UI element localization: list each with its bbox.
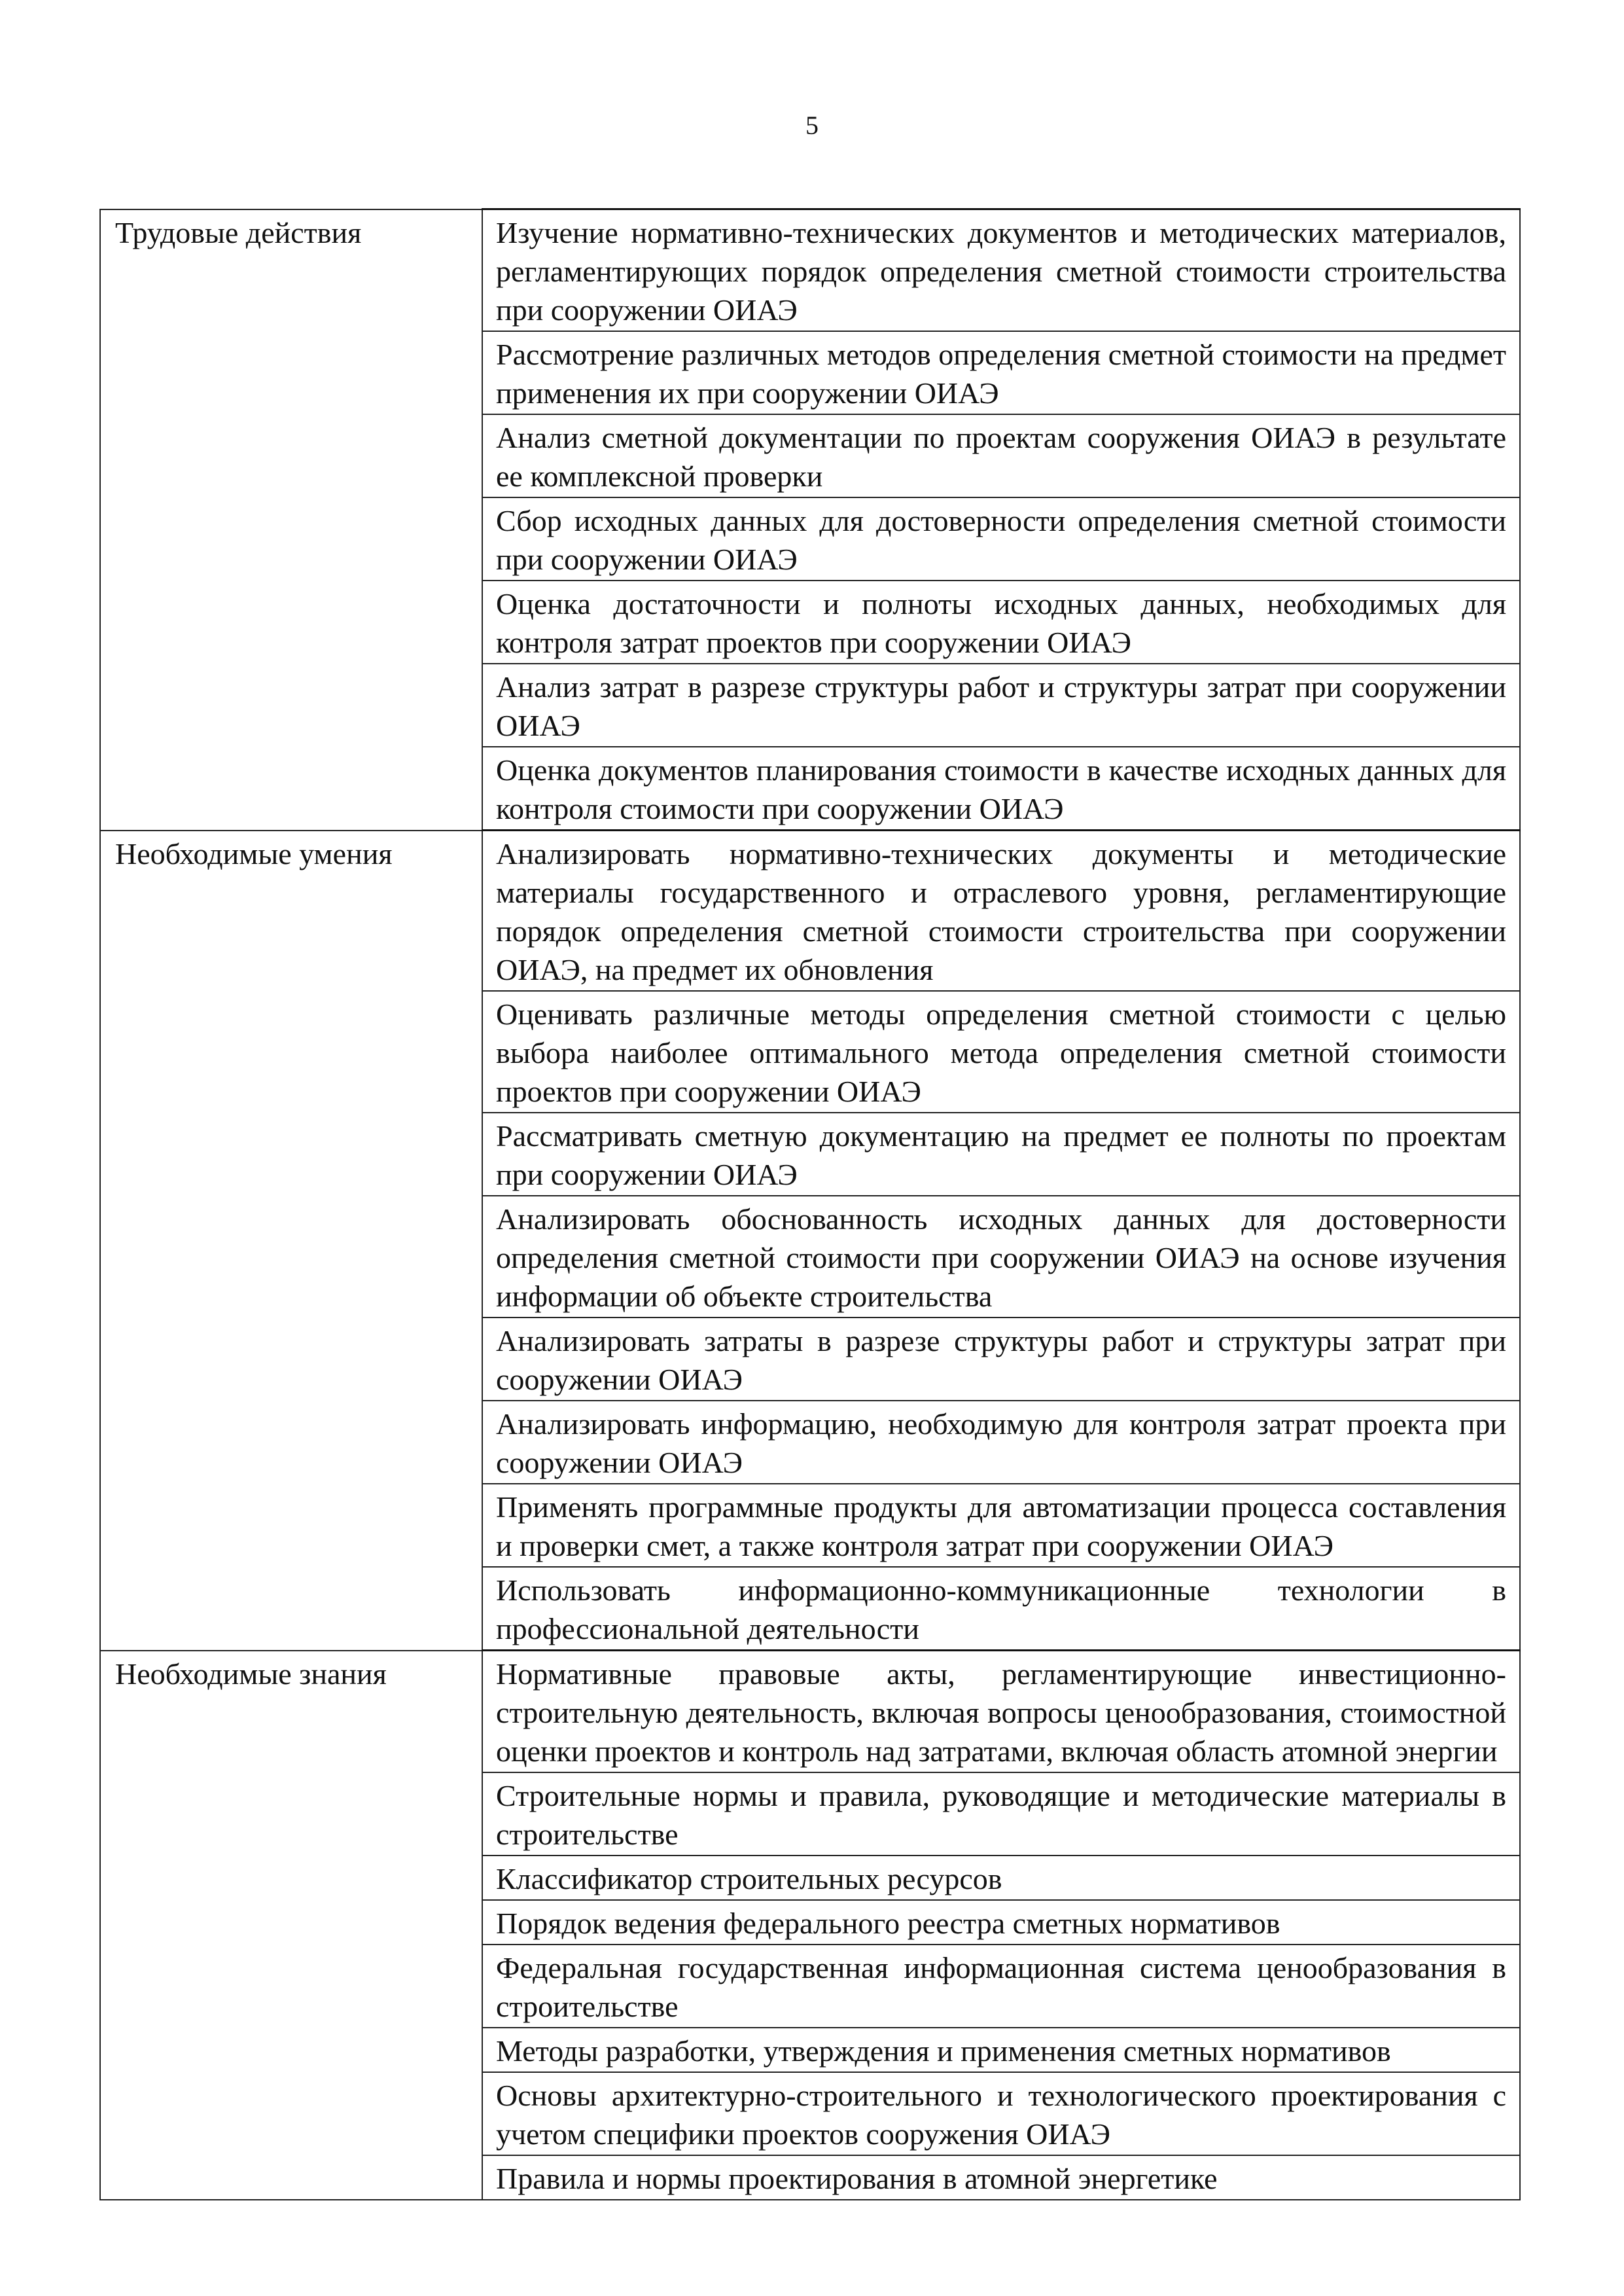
section-item: Рассмотрение различных методов определения сметной стоимости на предмет применения их при сооружении ОИАЭ xyxy=(482,331,1520,414)
section-item: Применять программные продукты для автоматизации процесса составления и проверки смет, а также контроля затрат при сооружении ОИАЭ xyxy=(482,1484,1520,1567)
section-item: Анализ сметной документации по проектам сооружения ОИАЭ в результате ее комплексной проверки xyxy=(482,414,1520,497)
table-body xyxy=(100,209,1520,2200)
section-item: Сбор исходных данных для достоверности определения сметной стоимости при сооружении ОИАЭ xyxy=(482,497,1520,581)
section-item: Использовать информационно-коммуникационные технологии в профессиональной деятельности xyxy=(482,1567,1520,1651)
table-row xyxy=(100,1651,1520,1773)
section-item: Федеральная государственная информационная система ценообразования в строительстве xyxy=(482,1945,1520,2028)
section-label-required-knowledge: Необходимые знания xyxy=(100,1651,482,2200)
section-item: Рассматривать сметную документацию на предмет ее полноты по проектам при сооружении ОИАЭ xyxy=(482,1113,1520,1196)
section-label-labor-actions: Трудовые действия xyxy=(100,209,482,831)
section-item: Методы разработки, утверждения и применения сметных нормативов xyxy=(482,2028,1520,2072)
section-item: Оценка документов планирования стоимости в качестве исходных данных для контроля стоимости при сооружении ОИАЭ xyxy=(482,747,1520,831)
table-row xyxy=(100,209,1520,332)
section-item: Строительные нормы и правила, руководящие и методические материалы в строительстве xyxy=(482,1772,1520,1856)
qualification-table xyxy=(99,208,1521,2200)
section-label-required-skills: Необходимые умения xyxy=(100,831,482,1651)
section-item: Анализировать информацию, необходимую для контроля затрат проекта при сооружении ОИАЭ xyxy=(482,1401,1520,1484)
section-item: Классификатор строительных ресурсов xyxy=(482,1856,1520,1900)
section-item: Правила и нормы проектирования в атомной энергетике xyxy=(482,2155,1520,2200)
section-item: Оценивать различные методы определения сметной стоимости с целью выбора наиболее оптимального метода определения сметной стоимости проектов при сооружении ОИАЭ xyxy=(482,991,1520,1113)
page-number: 5 xyxy=(805,111,819,140)
table-row xyxy=(100,831,1520,992)
section-item: Нормативные правовые акты, регламентирующие инвестиционно-строительную деятельность, включая вопросы ценообразования, стоимостной оценки проектов и контроль над затратами, включая область атомной энергии xyxy=(482,1651,1520,1773)
section-item: Анализировать нормативно-технических документы и методические материалы государственного и отраслевого уровня, регламентирующие порядок определения сметной стоимости строительства при сооружении ОИАЭ, на предмет их обновления xyxy=(482,831,1520,992)
section-item: Порядок ведения федерального реестра сметных нормативов xyxy=(482,1900,1520,1945)
section-item: Основы архитектурно-строительного и технологического проектирования с учетом специфики проектов сооружения ОИАЭ xyxy=(482,2072,1520,2155)
section-item: Оценка достаточности и полноты исходных данных, необходимых для контроля затрат проектов при сооружении ОИАЭ xyxy=(482,581,1520,664)
section-item: Анализировать затраты в разрезе структуры работ и структуры затрат при сооружении ОИАЭ xyxy=(482,1318,1520,1401)
section-item: Изучение нормативно-технических документов и методических материалов, регламентирующих порядок определения сметной стоимости строительства при сооружении ОИАЭ xyxy=(482,209,1520,332)
section-item: Анализировать обоснованность исходных данных для достоверности определения сметной стоимости при сооружении ОИАЭ на основе изучения информации об объекте строительства xyxy=(482,1196,1520,1318)
section-item: Анализ затрат в разрезе структуры работ и структуры затрат при сооружении ОИАЭ xyxy=(482,664,1520,747)
